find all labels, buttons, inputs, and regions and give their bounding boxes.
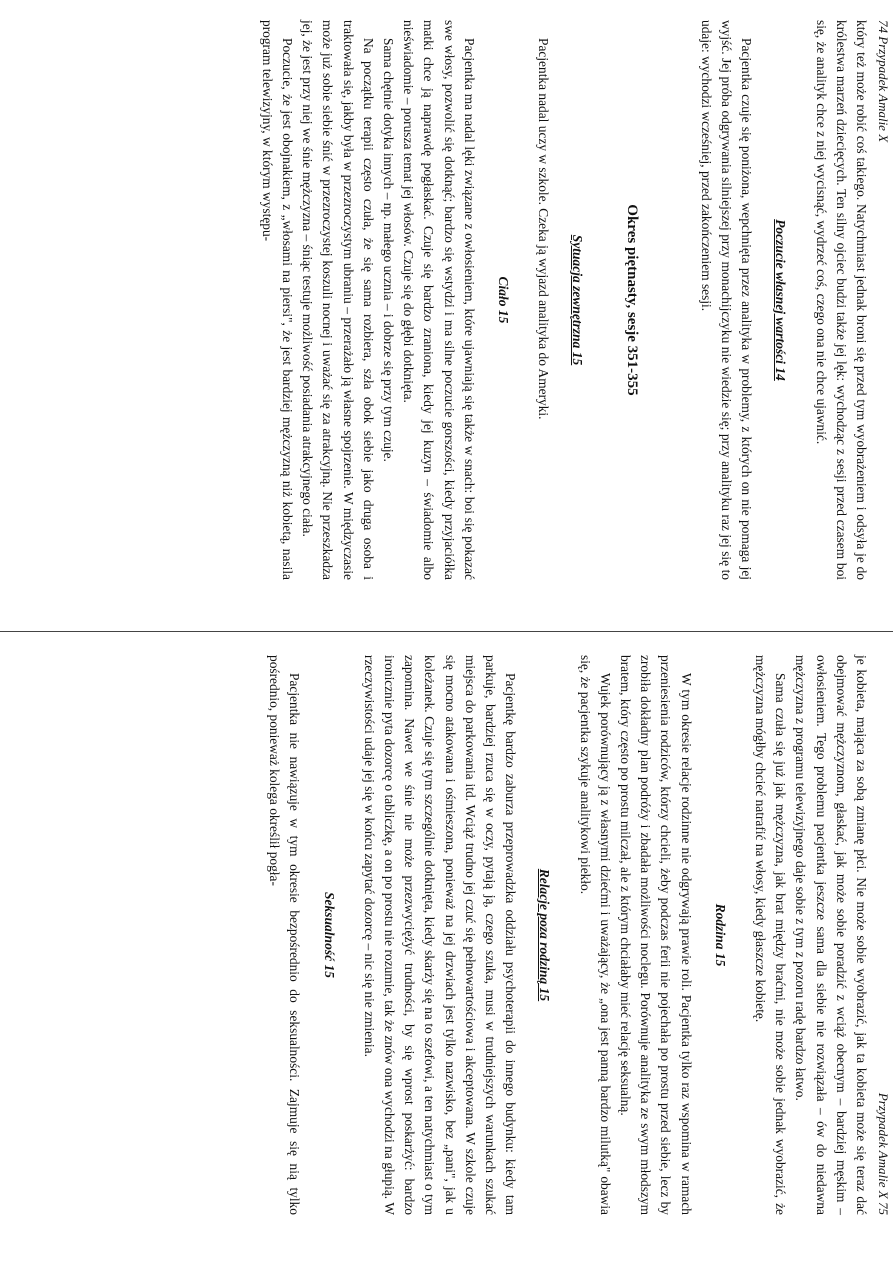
section-title: Okres piętnasty, sesje 351-355	[623, 204, 640, 396]
family-paragraph: Wujek porównujący ją z własnymi dziećmi i uważający, że „ona jest panną bardzo milutką" obawia się, że pacjentka szykuje analitykowi piekło.	[577, 655, 613, 1215]
heading-external: Sytuacja zewnętrzna 15	[570, 234, 586, 366]
heading-family: Rodzina 15	[712, 903, 728, 967]
family-paragraph: W tym okresie relacje rodzinne nie odgrywają prawie roli. Pacjentka tylko raz wspomina w ramach przeniesienia rodziców, którzy chcieli, żeby podczas ferii nie pojechała po prostu przed siebie, lecz by zrobiła dokładny plan podróży i zbadała możliwości noclegu. Porównuje analityka ze swym młodszym bratem, który często po prostu milczał, ale z którym chciałaby mieć relację seksualną.	[617, 655, 694, 1215]
body-paragraph: Pacjentka ma nadal lęki związane z owłosieniem, które ujawniają się także w snach: boi się pokazać swe włosy, pozwolić się dotknąć; bardzo się wstydzi i ma silne poczucie gorszości, kiedy przyjaciółka matki chce ją naprawdę pogłaskać. Czuje się bardzo zraniona, kiedy jej kuzyn – świadomie albo nieświadomie – porusza temat jej włosów. Czuje się do głębi dotknięta.	[401, 20, 477, 580]
page-fold-divider	[0, 631, 893, 632]
heading-sexuality: Seksualność 15	[321, 892, 337, 978]
heading-self-worth: Poczucie własnej wartości 14	[773, 219, 789, 381]
body-paragraph: Na początku terapii często czuła, że się sama rozbiera, szła obok siebie jako druga osoba i traktowała się, jakby była w przezroczystym ubraniu – przerażało ją własne spojrzenie. W międzyczasie może już sobie siebie śnić w przezroczystej koszuli nocnej i uważać się za atrakcyjną. Nie przeszkadza jej, że jest przy niej we śnie mężczyzna – śniąc testuje możliwość posiadania atrakcyjnego ciała.	[300, 20, 376, 580]
left-intro-paragraph: który też może robić coś takiego. Natychmiast jednak broni się przed tym wyobrażeniem i odsyła je do królestwa marzeń dziecięcych. Ten silny ojciec budzi także jej lęk: wychodząc z sesji przed czasem boi się, że analityk chce z niej wycisnąć, wydrzeć coś, czego ona nie chce ujawnić.	[813, 20, 869, 580]
right-intro-paragraph-2: Sama czuła się już jak mężczyzna, jak brat między braćmi, nie może sobie jednak wyobrazić, że mężczyzna mógłby chcieć natrafić na włosy, kiedy głaszcze kobietę.	[752, 655, 789, 1215]
left-running-head: 74 Przypadek Amalie X	[876, 20, 891, 143]
external-paragraph: Pacjentka nadal uczy w szkole. Czeka ją wyjazd analityka do Ameryki.	[536, 38, 552, 420]
sexuality-paragraph: Pacjentka nie nawiązuje w tym okresie bezpośrednio do seksualności. Zajmuje się nią tylko pośrednio, ponieważ kolega określił pogła-	[267, 655, 303, 1215]
heading-body: Ciało 15	[495, 276, 511, 324]
self-worth-paragraph: Pacjentka czuje się poniżona, wepchnięta przez analityka w problemy, z których on nie pomaga jej wyjść. Jej próba odgrywania silniejszej przy monachijczyku nie wiedzie się; przy analityku raz jej się to udaje: wychodzi wcześniej, przed zakończeniem sesji.	[698, 20, 755, 580]
left-page	[0, 20, 893, 580]
right-intro-paragraph: je kobieta, mająca za sobą zmianę płci. Nie może sobie wyobrazić, jak ta kobieta może się teraz dać obejmować mężczyznom, głaskać, jak może sobie poradzić z wciąż obecnym – bardziej męskim – owłosieniem. Tego problemu pacjentka jeszcze sama dla siebie nie rozwiązała – ów do niedawna mężczyzna z programu telewizyjnego daje sobie z tym z pozoru radę bardzo łatwo.	[793, 655, 869, 1215]
body-paragraph: Poczucie, że jest obojnakiem, z „włosami na piersi", że jest bardziej mężczyzną niż kobietą, nasila program telewizyjny, w którym występu-	[259, 20, 295, 580]
heading-relations: Relacje poza rodziną 15	[537, 868, 553, 1002]
relations-paragraph: Pacjentkę bardzo zaburza przeprowadzka oddziału psychoterapii do innego budynku: kiedy tam parkuje, bardziej rzuca się w oczy, pytają ją, czego szuka, musi w trudniejszych warunkach szukać miejsca do parkowania itd. Wciąż trudno jej czuć się pełnowartościowa i akceptowana. W szkole czuje się mocno atakowana i ośmieszona, ponieważ na jej drzwiach jest tylko nazwisko, bez „pani", jak u koleżanek. Czuje się tym szczególnie dotknięta, kiedy skarży się na to szefowi, a ten natychmiast o tym zapomina. Nawet we śnie nie może przezwyciężyć trudności, by się wprost poskarżyć: bardzo ironicznie pyta dozorcę o tabliczkę, a on po prostu nie rozumie, tak że znów ona wychodzi na głupią. W rzeczywistości udaje jej się w końcu zapytać dozorcę – nic się nie zmienia.	[361, 655, 519, 1215]
right-running-head: Przypadek Amalie X 75	[876, 1092, 891, 1215]
body-paragraph: Sama chętnie dotyka innych – np. małego ucznia – i dobrze się przy tym czuje.	[380, 38, 396, 462]
right-page	[0, 655, 893, 1215]
